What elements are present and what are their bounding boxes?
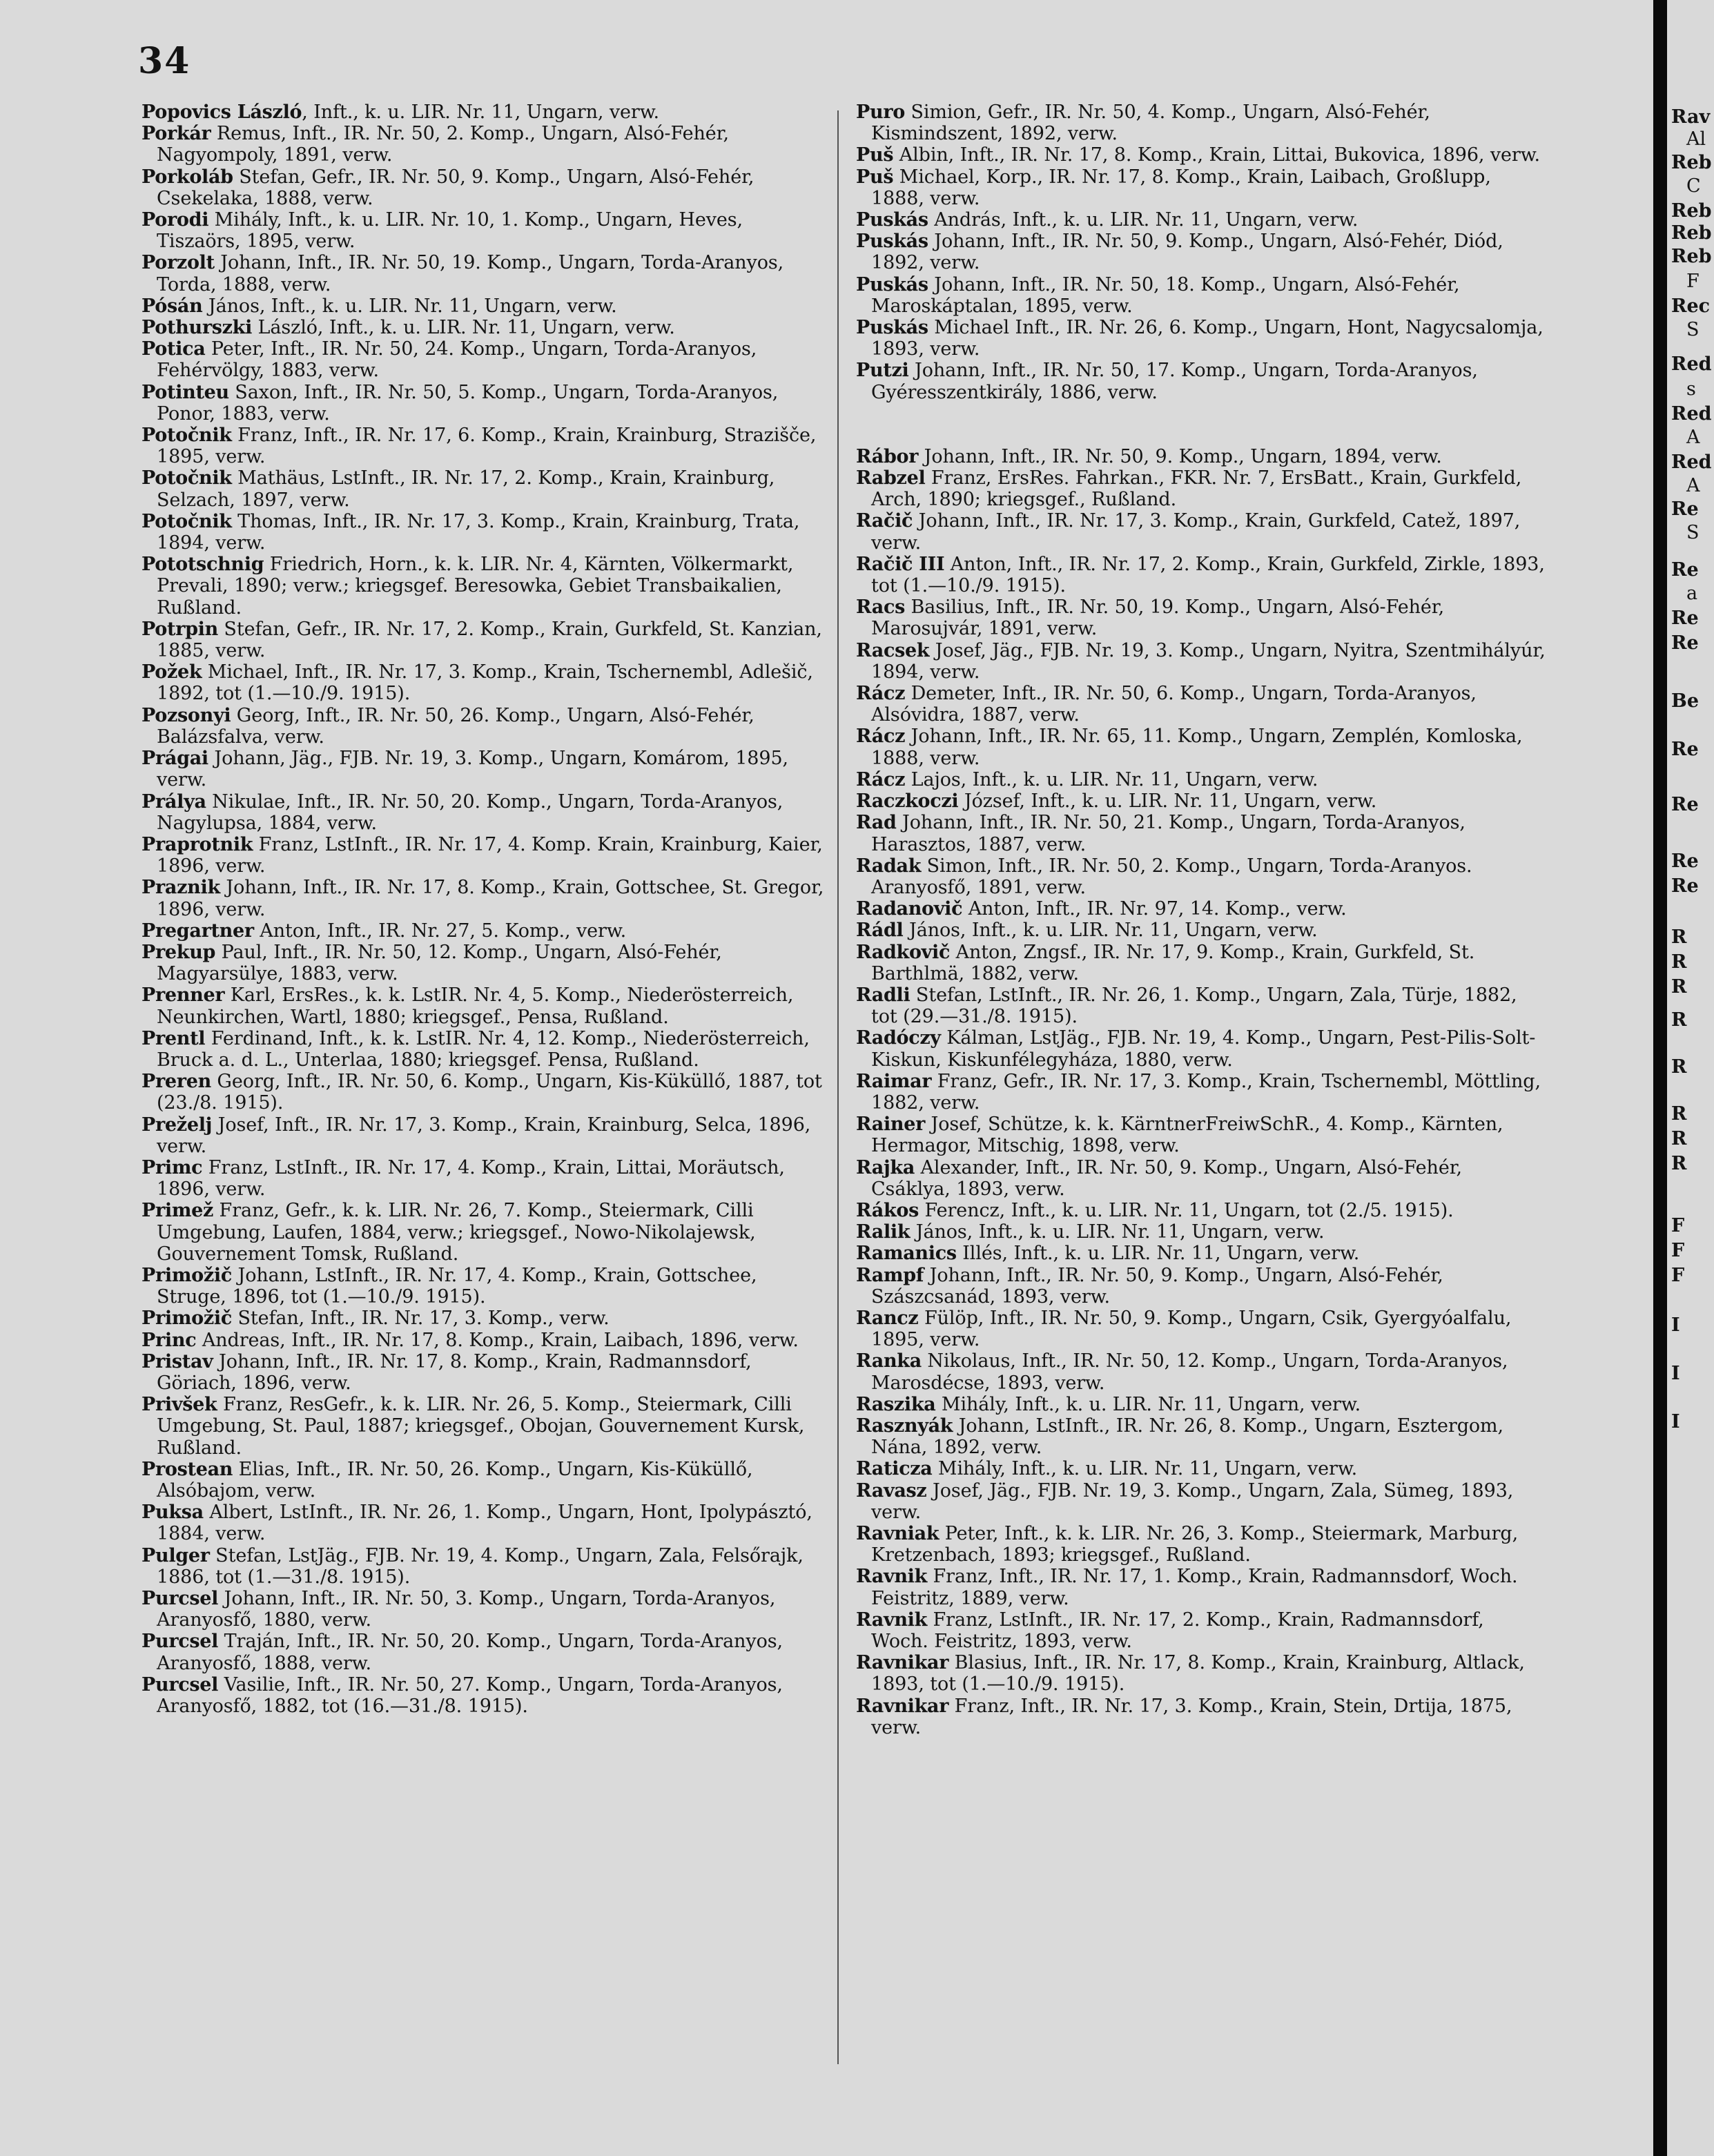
entry-surname: Privšek: [142, 1394, 217, 1416]
next-page-fragment: Re: [1671, 632, 1699, 654]
list-item: [142, 123, 825, 166]
entry-details: Johann, Inft., IR. Nr. 50, 19. Komp., Ungarn, Torda-Aranyos, Torda, 1888, verw.: [157, 252, 784, 295]
list-item: [142, 920, 825, 942]
entry-surname: Porzolt: [142, 252, 215, 274]
list-item: [856, 209, 1546, 231]
next-page-fragment: Reb: [1671, 246, 1712, 267]
entry-details: Elias, Inft., IR. Nr. 50, 26. Komp., Ungarn, Kis-Küküllő, Alsóbajom, verw.: [157, 1458, 753, 1502]
entry-surname: Puksa: [142, 1502, 204, 1524]
entry-details: Peter, Inft., k. k. LIR. Nr. 26, 3. Komp., Steiermark, Marburg, Kretzenbach, 1893; kriegsgef., Rußland.: [871, 1523, 1519, 1566]
list-item: [142, 101, 825, 123]
entry-details: Mihály, Inft., k. u. LIR. Nr. 11, Ungarn, verw.: [932, 1458, 1358, 1480]
entry-details: Lajos, Inft., k. u. LIR. Nr. 11, Ungarn, verw.: [905, 768, 1318, 790]
list-item: [142, 1351, 825, 1394]
list-item: [142, 425, 825, 467]
entry-surname: Požek: [142, 661, 202, 683]
entry-surname: Prentl: [142, 1027, 206, 1049]
entry-details: Demeter, Inft., IR. Nr. 50, 6. Komp., Ungarn, Torda-Aranyos, Alsóvidra, 1887, verw.: [871, 683, 1477, 726]
list-item: [142, 1200, 825, 1265]
next-page-fragment: F: [1686, 271, 1700, 292]
next-page-fragment: s: [1686, 378, 1696, 400]
list-item: [142, 1588, 825, 1631]
list-item: [856, 1350, 1546, 1393]
entry-surname: Purcsel: [142, 1673, 219, 1696]
list-item: [142, 834, 825, 877]
entry-details: András, Inft., k. u. LIR. Nr. 11, Ungarn, verw.: [928, 209, 1358, 231]
list-item: [856, 1071, 1546, 1114]
list-item: [856, 920, 1546, 941]
entry-surname: Preželj: [142, 1114, 213, 1136]
entry-details: József, Inft., k. u. LIR. Nr. 11, Ungarn, verw.: [958, 790, 1377, 813]
entry-details: János, Inft., k. u. LIR. Nr. 11, Ungarn, verw.: [903, 920, 1318, 942]
entry-surname: Rábor: [856, 445, 919, 467]
list-item: [856, 1221, 1546, 1243]
entry-details: Franz, Inft., IR. Nr. 17, 6. Komp., Krain, Krainburg, Strazišče, 1895, verw.: [157, 425, 817, 468]
next-page-fragment: Re: [1671, 608, 1699, 629]
entry-surname: Racs: [856, 596, 905, 619]
list-item: [856, 166, 1546, 209]
column-divider: [837, 110, 839, 2064]
list-item: [142, 748, 825, 790]
entry-surname: Rasznyák: [856, 1415, 953, 1437]
list-item: [856, 274, 1546, 317]
list-item: [142, 1545, 825, 1588]
entry-surname: Racsek: [856, 639, 930, 661]
list-item: [856, 1114, 1546, 1156]
next-page-fragment: R: [1671, 1056, 1687, 1078]
entry-details: Johann, Inft., IR. Nr. 17, 8. Komp., Krain, Gottschee, St. Gregor, 1896, verw.: [157, 877, 824, 920]
entry-surname: Rainer: [856, 1114, 926, 1136]
entry-surname: Puskás: [856, 231, 928, 253]
entry-details: Franz, Gefr., IR. Nr. 17, 3. Komp., Krain, Tschernembl, Möttling, 1882, verw.: [871, 1070, 1541, 1114]
list-item: [142, 661, 825, 704]
entry-details: Franz, Gefr., k. k. LIR. Nr. 26, 7. Komp., Steiermark, Cilli Umgebung, Laufen, 1884, verw.; kriegsgef., Nowo-Nikolajewsk, Gouvernement Tomsk, Rußland.: [157, 1200, 756, 1265]
entry-surname: Rajka: [856, 1156, 915, 1178]
next-page-fragment: R: [1671, 1153, 1687, 1174]
entry-details: Franz, LstInft., IR. Nr. 17, 4. Komp., Krain, Littai, Moräutsch, 1896, verw.: [157, 1156, 785, 1201]
list-item: [856, 1458, 1546, 1479]
entry-surname: Potočnik: [142, 510, 232, 532]
entry-surname: Pregartner: [142, 920, 254, 942]
entry-details: Josef, Jäg., FJB. Nr. 19, 3. Komp., Ungarn, Zala, Sümeg, 1893, verw.: [871, 1479, 1514, 1523]
entry-surname: Ravnikar: [856, 1695, 949, 1717]
entry-details: János, Inft., k. u. LIR. Nr. 11, Ungarn, verw.: [202, 295, 617, 317]
entry-surname: Puskás: [856, 273, 928, 295]
list-item: [856, 812, 1546, 855]
entry-surname: Primež: [142, 1200, 214, 1222]
list-item: [856, 1243, 1546, 1264]
list-item: [142, 1071, 825, 1114]
entry-surname: Radóczy: [856, 1027, 941, 1049]
entry-surname: Radanovič: [856, 898, 963, 920]
next-page-fragment: Re: [1671, 875, 1699, 897]
list-item: [856, 554, 1546, 596]
entry-details: Stefan, Gefr., IR. Nr. 50, 9. Komp., Ungarn, Alsó-Fehér, Csekelaka, 1888, verw.: [157, 166, 754, 209]
entry-surname: Rancz: [856, 1307, 919, 1329]
list-item: [142, 1631, 825, 1673]
next-page-fragment: Re: [1671, 739, 1699, 760]
next-page-fragment: F: [1671, 1265, 1685, 1286]
entry-surname: Ravniak: [856, 1523, 939, 1544]
entry-details: Johann, Inft., IR. Nr. 17, 3. Komp., Krain, Gurkfeld, Catež, 1897, verw.: [871, 510, 1521, 554]
entry-details: Mihály, Inft., k. u. LIR. Nr. 11, Ungarn, verw.: [935, 1393, 1361, 1415]
entry-surname: Puš: [856, 144, 894, 166]
list-item: [142, 511, 825, 554]
entry-details: Paul, Inft., IR. Nr. 50, 12. Komp., Ungarn, Alsó-Fehér, Magyarsülye, 1883, verw.: [157, 941, 722, 985]
list-item: [856, 640, 1546, 683]
list-item: [856, 942, 1546, 984]
list-item: [142, 467, 825, 510]
section-r-entries: [856, 446, 1546, 1738]
entry-details: Mathäus, LstInft., IR. Nr. 17, 2. Komp., Krain, Krainburg, Selzach, 1897, verw.: [157, 467, 775, 511]
next-page-fragment: R: [1671, 1103, 1687, 1125]
entry-surname: Potrpin: [142, 618, 218, 640]
entry-details: , Inft., k. u. LIR. Nr. 11, Ungarn, verw.: [302, 101, 659, 123]
entry-surname: Putzi: [856, 360, 909, 382]
entry-details: Johann, Inft., IR. Nr. 17, 8. Komp., Krain, Radmannsdorf, Göriach, 1896, verw.: [157, 1350, 752, 1394]
list-item: [856, 855, 1546, 898]
next-page-fragment: Rav: [1671, 106, 1711, 128]
list-item: [142, 1114, 825, 1157]
next-page-fragment: Be: [1671, 690, 1699, 712]
next-page-fragment: Red: [1671, 451, 1712, 473]
list-item: [142, 1330, 825, 1351]
entry-surname: Prenner: [142, 984, 225, 1007]
entry-details: Peter, Inft., IR. Nr. 50, 24. Komp., Ungarn, Torda-Aranyos, Fehérvölgy, 1883, verw.: [157, 338, 757, 382]
list-item: [856, 984, 1546, 1027]
entry-surname: Ranka: [856, 1350, 922, 1372]
entry-details: Kálman, LstJäg., FJB. Nr. 19, 4. Komp., Ungarn, Pest-Pilis-Solt-Kiskun, Kiskunfélegyháza, 1880, verw.: [871, 1027, 1536, 1071]
entry-details: Johann, Inft., IR. Nr. 50, 21. Komp., Ungarn, Torda-Aranyos, Harasztos, 1887, verw.: [871, 812, 1465, 855]
list-item: [142, 1459, 825, 1502]
entry-surname: Prálya: [142, 790, 206, 813]
list-item: [856, 1394, 1546, 1415]
list-item: [142, 1157, 825, 1200]
entry-details: Alexander, Inft., IR. Nr. 50, 9. Komp., Ungarn, Alsó-Fehér, Csáklya, 1893, verw.: [871, 1156, 1463, 1200]
entry-surname: Potočnik: [142, 425, 232, 447]
next-page-fragment: Re: [1671, 498, 1699, 520]
list-item: [142, 252, 825, 295]
entry-details: Johann, Inft., IR. Nr. 50, 9. Komp., Ungarn, Alsó-Fehér, Szászcsanád, 1893, verw.: [871, 1264, 1443, 1308]
entry-details: Johann, Jäg., FJB. Nr. 19, 3. Komp., Ungarn, Komárom, 1895, verw.: [157, 748, 789, 791]
list-item: [856, 510, 1546, 553]
entry-details: János, Inft., k. u. LIR. Nr. 11, Ungarn, verw.: [910, 1221, 1325, 1243]
entry-details: Anton, Inft., IR. Nr. 17, 2. Komp., Krain, Gurkfeld, Zirkle, 1893, tot (1.—10./9. 1915).: [871, 553, 1545, 597]
entry-surname: Ravnik: [856, 1566, 928, 1588]
entry-surname: Potočnik: [142, 467, 232, 489]
next-page-fragment: Reb: [1671, 222, 1712, 244]
entry-details: Johann, LstInft., IR. Nr. 17, 4. Komp., Krain, Gottschee, Struge, 1896, tot (1.—10./9. 1915).: [157, 1264, 757, 1308]
entry-details: Franz, LstInft., IR. Nr. 17, 4. Komp. Krain, Krainburg, Kaier, 1896, verw.: [157, 833, 823, 877]
entry-details: Albert, LstInft., IR. Nr. 26, 1. Komp., Ungarn, Hont, Ipolypásztó, 1884, verw.: [157, 1502, 812, 1545]
entry-surname: Pozsonyi: [142, 704, 231, 726]
entry-details: Thomas, Inft., IR. Nr. 17, 3. Komp., Krain, Krainburg, Trata, 1894, verw.: [157, 510, 800, 554]
entry-surname: Raczkoczi: [856, 790, 959, 813]
entry-surname: Praznik: [142, 877, 220, 899]
entry-details: Friedrich, Horn., k. k. LIR. Nr. 4, Kärnten, Völkermarkt, Prevali, 1890; verw.; kriegsgef. Beresowka, Gebiet Transbaikalien, Rußland.: [157, 554, 794, 619]
list-item: [856, 790, 1546, 812]
next-page-fragment: Re: [1671, 559, 1699, 581]
entry-surname: Puskás: [856, 317, 928, 339]
entry-details: Simion, Gefr., IR. Nr. 50, 4. Komp., Ungarn, Alsó-Fehér, Kismindszent, 1892, verw.: [871, 101, 1430, 145]
entry-surname: Ramanics: [856, 1243, 957, 1265]
entry-details: Albin, Inft., IR. Nr. 17, 8. Komp., Krain, Littai, Bukovica, 1896, verw.: [893, 144, 1541, 166]
entry-surname: Raticza: [856, 1458, 933, 1480]
entry-surname: Rácz: [856, 683, 906, 705]
entry-surname: Pothurszki: [142, 317, 253, 339]
entry-surname: Račič: [856, 510, 913, 532]
list-item: [142, 382, 825, 425]
list-item: [856, 1480, 1546, 1523]
entry-surname: Rabzel: [856, 467, 926, 489]
list-item: [142, 1308, 825, 1329]
list-item: [856, 231, 1546, 273]
list-item: [142, 942, 825, 984]
list-item: [856, 467, 1546, 510]
list-item: [142, 209, 825, 252]
next-page-fragment: I: [1671, 1363, 1680, 1384]
entry-surname: Puro: [856, 101, 905, 123]
entry-surname: Popovics László: [142, 101, 302, 123]
list-item: [142, 1674, 825, 1717]
entry-surname: Porkoláb: [142, 166, 233, 188]
entry-details: Franz, ErsRes. Fahrkan., FKR. Nr. 7, ErsBatt., Krain, Gurkfeld, Arch, 1890; kriegsgef., Rußland.: [871, 467, 1522, 511]
next-page-fragment: Rec: [1671, 295, 1711, 317]
list-item: [856, 1415, 1546, 1458]
list-item: [856, 1566, 1546, 1609]
entry-surname: Radak: [856, 855, 922, 877]
entry-details: Vasilie, Inft., IR. Nr. 50, 27. Komp., Ungarn, Torda-Aranyos, Aranyosfő, 1882, tot (16.—31./8. 1915).: [157, 1673, 783, 1718]
entry-details: Stefan, Gefr., IR. Nr. 17, 2. Komp., Krain, Gurkfeld, St. Kanzian, 1885, verw.: [157, 618, 822, 662]
list-item: [856, 1265, 1546, 1308]
list-item: [856, 360, 1546, 402]
entry-surname: Puš: [856, 166, 894, 188]
list-item: [142, 984, 825, 1027]
next-page-fragment: C: [1686, 175, 1701, 197]
entry-surname: Rampf: [856, 1264, 924, 1286]
next-page-fragment: S: [1686, 319, 1700, 340]
entry-details: Franz, Inft., IR. Nr. 17, 3. Komp., Krain, Stein, Drtija, 1875, verw.: [871, 1695, 1512, 1738]
list-item: [856, 1157, 1546, 1200]
entry-surname: Rácz: [856, 726, 906, 748]
next-page-fragment: R: [1671, 1009, 1687, 1031]
entry-details: Johann, LstInft., IR. Nr. 26, 8. Komp., Ungarn, Esztergom, Nána, 1892, verw.: [871, 1415, 1504, 1459]
next-page-fragment: F: [1671, 1215, 1685, 1236]
next-page-fragment: a: [1686, 583, 1698, 604]
next-page-fragment: R: [1671, 1128, 1687, 1149]
entry-details: Stefan, Inft., IR. Nr. 17, 3. Komp., verw.: [232, 1308, 610, 1330]
entry-details: Nikulae, Inft., IR. Nr. 50, 20. Komp., Ungarn, Torda-Aranyos, Nagylupsa, 1884, verw.: [157, 790, 783, 834]
entry-details: Stefan, LstInft., IR. Nr. 26, 1. Komp., Ungarn, Zala, Türje, 1882, tot (29.—31./8. 1915).: [871, 984, 1517, 1028]
entry-surname: Ralik: [856, 1221, 910, 1243]
entry-surname: Raszika: [856, 1393, 936, 1415]
entry-surname: Primožič: [142, 1264, 232, 1286]
entry-details: Traján, Inft., IR. Nr. 50, 20. Komp., Ungarn, Torda-Aranyos, Aranyosfő, 1888, verw.: [157, 1631, 783, 1674]
entry-details: Nikolaus, Inft., IR. Nr. 50, 12. Komp., Ungarn, Torda-Aranyos, Marosdécse, 1893, verw.: [871, 1350, 1508, 1394]
entry-details: Georg, Inft., IR. Nr. 50, 6. Komp., Ungarn, Kis-Küküllő, 1887, tot (23./8. 1915).: [157, 1071, 822, 1114]
list-item: [856, 769, 1546, 790]
entry-details: Johann, Inft., IR. Nr. 50, 9. Komp., Ungarn, 1894, verw.: [918, 445, 1442, 467]
list-item: [856, 144, 1546, 166]
entry-details: Illés, Inft., k. u. LIR. Nr. 11, Ungarn, verw.: [956, 1243, 1360, 1265]
entry-details: Johann, Inft., IR. Nr. 65, 11. Komp., Ungarn, Zemplén, Komloska, 1888, verw.: [871, 726, 1523, 769]
list-item: [856, 1523, 1546, 1566]
list-item: [142, 791, 825, 834]
entry-surname: Račič III: [856, 553, 945, 575]
entry-details: Saxon, Inft., IR. Nr. 50, 5. Komp., Ungarn, Torda-Aranyos, Ponor, 1883, verw.: [157, 381, 779, 425]
next-page-fragment: Red: [1671, 403, 1712, 425]
entry-details: Ferencz, Inft., k. u. LIR. Nr. 11, Ungarn, tot (2./5. 1915).: [918, 1199, 1454, 1221]
entry-surname: Pulger: [142, 1544, 210, 1566]
page-gutter: [1653, 0, 1667, 2156]
entry-details: Franz, Inft., IR. Nr. 17, 1. Komp., Krain, Radmannsdorf, Woch. Feistritz, 1889, verw.: [871, 1566, 1518, 1609]
list-item: [856, 101, 1546, 144]
entry-details: Karl, ErsRes., k. k. LstIR. Nr. 4, 5. Komp., Niederösterreich, Neunkirchen, Wartl, 1880; kriegsgef., Pensa, Rußland.: [157, 984, 794, 1028]
entry-surname: Princ: [142, 1329, 197, 1351]
list-item: [856, 1609, 1546, 1652]
list-item: [142, 554, 825, 619]
entry-details: Anton, Inft., IR. Nr. 97, 14. Komp., verw.: [962, 898, 1347, 920]
next-page-edge: [1667, 0, 1714, 2156]
list-item: [142, 1394, 825, 1459]
entry-surname: Ravasz: [856, 1479, 927, 1502]
entry-details: Remus, Inft., IR. Nr. 50, 2. Komp., Ungarn, Alsó-Fehér, Nagyompoly, 1891, verw.: [157, 123, 729, 166]
entry-details: Josef, Schütze, k. k. KärntnerFreiwSchR., 4. Komp., Kärnten, Hermagor, Mitschig, 1898, verw.: [871, 1114, 1503, 1157]
entry-surname: Potica: [142, 338, 206, 360]
next-page-fragment: A: [1686, 427, 1700, 448]
entry-details: Michael Inft., IR. Nr. 26, 6. Komp., Ungarn, Hont, Nagycsalomja, 1893, verw.: [871, 317, 1543, 360]
list-item: [856, 446, 1546, 467]
entry-details: Anton, Inft., IR. Nr. 27, 5. Komp., verw.: [253, 920, 627, 942]
entry-details: Josef, Inft., IR. Nr. 17, 3. Komp., Krain, Krainburg, Selca, 1896, verw.: [157, 1114, 811, 1157]
entry-surname: Raimar: [856, 1070, 932, 1092]
next-page-fragment: A: [1686, 475, 1700, 496]
entry-surname: Porkár: [142, 123, 211, 145]
entry-surname: Preren: [142, 1071, 211, 1093]
entry-details: Blasius, Inft., IR. Nr. 17, 8. Komp., Krain, Krainburg, Altlack, 1893, tot (1.—10./9. 1915).: [871, 1652, 1525, 1696]
entry-surname: Ravnik: [856, 1609, 928, 1631]
entry-surname: Pristav: [142, 1350, 213, 1372]
list-item: [856, 1027, 1546, 1070]
entry-surname: Prekup: [142, 941, 216, 963]
entry-surname: Radli: [856, 984, 910, 1006]
list-item: [142, 1502, 825, 1544]
entry-surname: Purcsel: [142, 1631, 219, 1653]
entry-details: Johann, Inft., IR. Nr. 50, 18. Komp., Ungarn, Alsó-Fehér, Maroskáptalan, 1895, verw.: [871, 273, 1460, 317]
list-item: [856, 898, 1546, 920]
next-page-fragment: R: [1671, 976, 1687, 998]
entry-details: László, Inft., k. u. LIR. Nr. 11, Ungarn, verw.: [252, 317, 675, 339]
next-page-fragment: R: [1671, 926, 1687, 948]
entry-details: Josef, Jäg., FJB. Nr. 19, 3. Komp., Ungarn, Nyitra, Szentmihályúr, 1894, verw.: [871, 639, 1546, 683]
entry-details: Michael, Inft., IR. Nr. 17, 3. Komp., Krain, Tschernembl, Adlešič, 1892, tot (1.—10./9. 1915).: [157, 661, 813, 705]
entry-details: Franz, ResGefr., k. k. LIR. Nr. 26, 5. Komp., Steiermark, Cilli Umgebung, St. Paul, 1887; kriegsgef., Obojan, Gouvernement Kursk, Rußland.: [157, 1394, 805, 1459]
list-item: [856, 1200, 1546, 1221]
entry-details: Simon, Inft., IR. Nr. 50, 2. Komp., Ungarn, Torda-Aranyos. Aranyosfő, 1891, verw.: [871, 855, 1472, 898]
next-page-fragment: I: [1671, 1314, 1680, 1336]
list-item: [856, 726, 1546, 768]
next-page-fragment: Reb: [1671, 152, 1712, 173]
list-item: [142, 619, 825, 661]
next-page-fragment: Re: [1671, 851, 1699, 872]
entry-details: Johann, Inft., IR. Nr. 50, 3. Komp., Ungarn, Torda-Aranyos, Aranyosfő, 1880, verw.: [157, 1588, 776, 1631]
next-page-fragment: S: [1686, 522, 1700, 543]
entry-details: Stefan, LstJäg., FJB. Nr. 19, 4. Komp., Ungarn, Zala, Felsőrajk, 1886, tot (1.—31./8. 1915).: [157, 1544, 804, 1588]
entry-surname: Purcsel: [142, 1588, 219, 1610]
entry-details: Andreas, Inft., IR. Nr. 17, 8. Komp., Krain, Laibach, 1896, verw.: [196, 1329, 799, 1351]
entry-surname: Prágai: [142, 748, 208, 770]
entry-surname: Puskás: [856, 209, 928, 231]
list-item: [856, 1652, 1546, 1695]
entry-details: Mihály, Inft., k. u. LIR. Nr. 10, 1. Komp., Ungarn, Heves, Tiszaörs, 1895, verw.: [157, 209, 743, 253]
list-item: [856, 596, 1546, 639]
entry-surname: Primožič: [142, 1308, 232, 1330]
entry-details: Fülöp, Inft., IR. Nr. 50, 9. Komp., Ungarn, Csik, Gyergyóalfalu, 1895, verw.: [871, 1307, 1512, 1351]
entry-details: Johann, Inft., IR. Nr. 50, 17. Komp., Ungarn, Torda-Aranyos, Gyéresszentkirály, 1886, verw.: [871, 360, 1478, 403]
entry-surname: Radkovič: [856, 941, 951, 963]
entry-surname: Rácz: [856, 768, 906, 790]
list-item: [142, 338, 825, 381]
list-item: [142, 1265, 825, 1308]
entry-surname: Primc: [142, 1156, 203, 1178]
entry-surname: Pósán: [142, 295, 203, 317]
entry-details: Johann, Inft., IR. Nr. 50, 9. Komp., Ungarn, Alsó-Fehér, Diód, 1892, verw.: [871, 231, 1503, 274]
list-item: [856, 317, 1546, 360]
entry-surname: Rákos: [856, 1199, 919, 1221]
list-item: [142, 317, 825, 338]
entry-details: Ferdinand, Inft., k. k. LstIR. Nr. 4, 12. Komp., Niederösterreich, Bruck a. d. L., Unterlaa, 1880; kriegsgef. Pensa, Rußland.: [157, 1027, 810, 1071]
entry-details: Michael, Korp., IR. Nr. 17, 8. Komp., Krain, Laibach, Großlupp, 1888, verw.: [871, 166, 1491, 209]
entry-surname: Pototschnig: [142, 554, 264, 576]
left-column: [142, 101, 825, 1717]
list-item: [856, 1308, 1546, 1350]
list-item: [856, 1696, 1546, 1738]
next-page-fragment: Reb: [1671, 200, 1712, 222]
list-item: [142, 295, 825, 317]
entry-surname: Ravnikar: [856, 1652, 949, 1674]
entry-surname: Rad: [856, 812, 897, 834]
list-item: [856, 683, 1546, 726]
list-item: [142, 705, 825, 748]
list-item: [142, 877, 825, 920]
entry-details: Georg, Inft., IR. Nr. 50, 26. Komp., Ungarn, Alsó-Fehér, Balázsfalva, verw.: [157, 704, 754, 748]
next-page-fragment: F: [1671, 1240, 1685, 1261]
next-page-fragment: Re: [1671, 794, 1699, 815]
page-number: 34: [138, 40, 191, 82]
entry-surname: Potinteu: [142, 381, 229, 403]
entry-details: Anton, Zngsf., IR. Nr. 17, 9. Komp., Krain, Gurkfeld, St. Barthlmä, 1882, verw.: [871, 941, 1475, 984]
entry-surname: Porodi: [142, 209, 209, 231]
next-page-fragment: Red: [1671, 353, 1712, 375]
list-item: [142, 1028, 825, 1071]
entry-details: Basilius, Inft., IR. Nr. 50, 19. Komp., Ungarn, Alsó-Fehér, Marosujvár, 1891, verw.: [871, 596, 1445, 640]
next-page-fragment: Al: [1686, 128, 1706, 150]
entry-surname: Praprotnik: [142, 833, 253, 855]
list-item: [142, 166, 825, 209]
next-page-fragment: R: [1671, 951, 1687, 973]
next-page-fragment: I: [1671, 1411, 1680, 1433]
right-column: [856, 101, 1546, 1738]
entry-surname: Prostean: [142, 1458, 233, 1480]
entry-details: Franz, LstInft., IR. Nr. 17, 2. Komp., Krain, Radmannsdorf, Woch. Feistritz, 1893, verw.: [871, 1609, 1484, 1653]
entry-surname: Rádl: [856, 920, 904, 942]
